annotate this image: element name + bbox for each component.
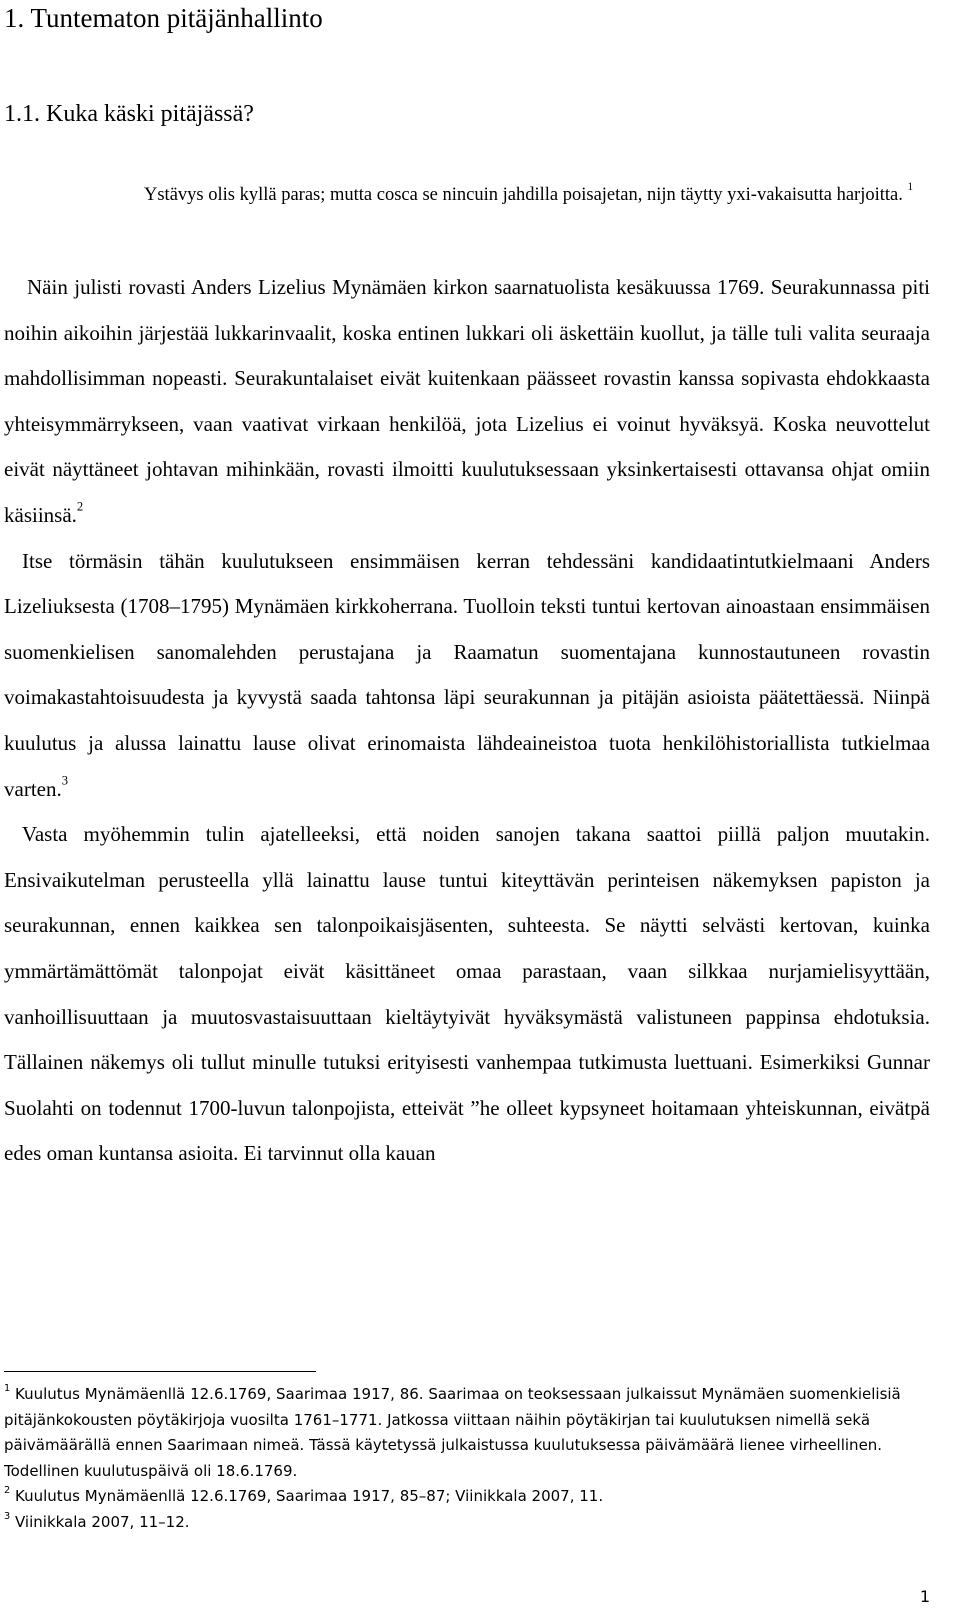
footnote-text: Kuulutus Mynämäenllä 12.6.1769, Saarimaa 1917, 86. Saarimaa on teoksessaan julkaissut Mynämäen suomenkielisiä pitäjänkokousten pöytäkirjoja vuosilta 1761–1771. Jatkossa viittaan näihin pöytäkirjan tai kuulutuksen nimellä sekä päivämäärällä ennen Saarimaan nimeä. Tässä käytetyssä julkaistussa kuulutuksessa päivämäärä lienee virheellinen. Todellinen kuulutuspäivä oli 18.6.1769. bbox=[4, 1385, 901, 1480]
footnote-2 bbox=[4, 1484, 930, 1510]
paragraph-1 bbox=[4, 265, 930, 539]
footnote-ref-1: 1 bbox=[907, 181, 914, 194]
footnote-1 bbox=[4, 1382, 930, 1484]
footnote-ref-3: 3 bbox=[61, 773, 69, 788]
footnote-text: Viinikkala 2007, 11–12. bbox=[15, 1512, 190, 1531]
footnote-text: Kuulutus Mynämäenllä 12.6.1769, Saarimaa 1917, 85–87; Viinikkala 2007, 11. bbox=[15, 1487, 604, 1506]
epigraph-text: Ystävys olis kyllä paras; mutta cosca se nincuin jahdilla poisajetan, nijn täytty yxi-vakaisutta harjoitta. bbox=[144, 185, 903, 205]
footnote-ref-2: 2 bbox=[76, 499, 84, 514]
section-heading: 1.1. Kuka käski pitäjässä? bbox=[4, 101, 254, 127]
paragraph-1-text: Näin julisti rovasti Anders Lizelius Mynämäen kirkon saarnatuolista kesäkuussa 1769. Seurakunnassa piti noihin aikoihin järjestää lukkarinvaalit, koska entinen lukkari oli äskettäin kuollut, ja tälle tuli valita seuraaja mahdollisimman nopeasti. Seurakuntalaiset eivät kuitenkaan päässeet rovastin kanssa sopivasta ehdokkaasta yhteisymmärrykseen, vaan vaativat virkaan henkilöä, jota Lizelius ei voinut hyväksyä. Koska neuvottelut eivät näyttäneet johtavan mihinkään, rovasti ilmoitti kuulutuksessaan yksinkertaisesti ottavansa ohjat omiin käsiinsä. bbox=[4, 275, 930, 527]
footnote-number: 3 bbox=[4, 1511, 11, 1523]
paragraph-2-text: Itse törmäsin tähän kuulutukseen ensimmäisen kerran tehdessäni kandidaatintutkielmaani Anders Lizeliuksesta (1708–1795) Mynämäen kirkkoherrana. Tuolloin teksti tuntui kertovan ainoastaan ensimmäisen suomenkielisen sanomalehden perustajana ja Raamatun suomentajana kunnostautuneen rovastin voimakastahtoisuudesta ja kyvystä saada tahtonsa läpi seurakunnan ja pitäjän asioista päätettäessä. Niinpä kuulutus ja alussa lainattu lause olivat erinomaista lähdeaineistoa tuota henkilöhistoriallista tutkielmaa varten. bbox=[4, 548, 930, 801]
footnote-number: 1 bbox=[4, 1383, 11, 1395]
paragraph-3 bbox=[4, 812, 930, 1177]
paragraph-3-text: Vasta myöhemmin tulin ajatelleeksi, että noiden sanojen takana saattoi piillä paljon muutakin. Ensivaikutelman perusteella yllä lainattu lause tuntui kiteyttävän perinteisen näkemyksen papiston ja seurakunnan, ennen kaikkea sen talonpoikaisjäsenten, suhteesta. Se näytti selvästi kertovan, kuinka ymmärtämättömät talonpojat eivät käsittäneet omaa parastaan, vaan silkkaa nurjamielisyyttään, vanhoillisuuttaan ja muutosvastaisuuttaan kieltäytyivät hyväksymästä valistuneen pappinsa ehdotuksia. Tällainen näkemys oli tullut minulle tutuksi erityisesti vanhempaa tutkimusta luettuani. Esimerkiksi Gunnar Suolahti on todennut 1700-luvun talonpojista, etteivät ”he olleet kypsyneet hoitamaan yhteiskunnan, eivätpä edes oman kuntansa asioita. Ei tarvinnut olla kauan bbox=[4, 822, 930, 1166]
chapter-heading: 1. Tuntematon pitäjänhallinto bbox=[4, 3, 323, 33]
page-number: 1 bbox=[919, 1587, 930, 1606]
body-text bbox=[4, 265, 930, 1177]
epigraph-quote bbox=[144, 180, 930, 210]
footnote-separator bbox=[4, 1371, 316, 1372]
footnotes bbox=[4, 1382, 930, 1536]
footnote-number: 2 bbox=[4, 1485, 11, 1497]
paragraph-2 bbox=[4, 539, 930, 813]
footnote-3 bbox=[4, 1510, 930, 1536]
